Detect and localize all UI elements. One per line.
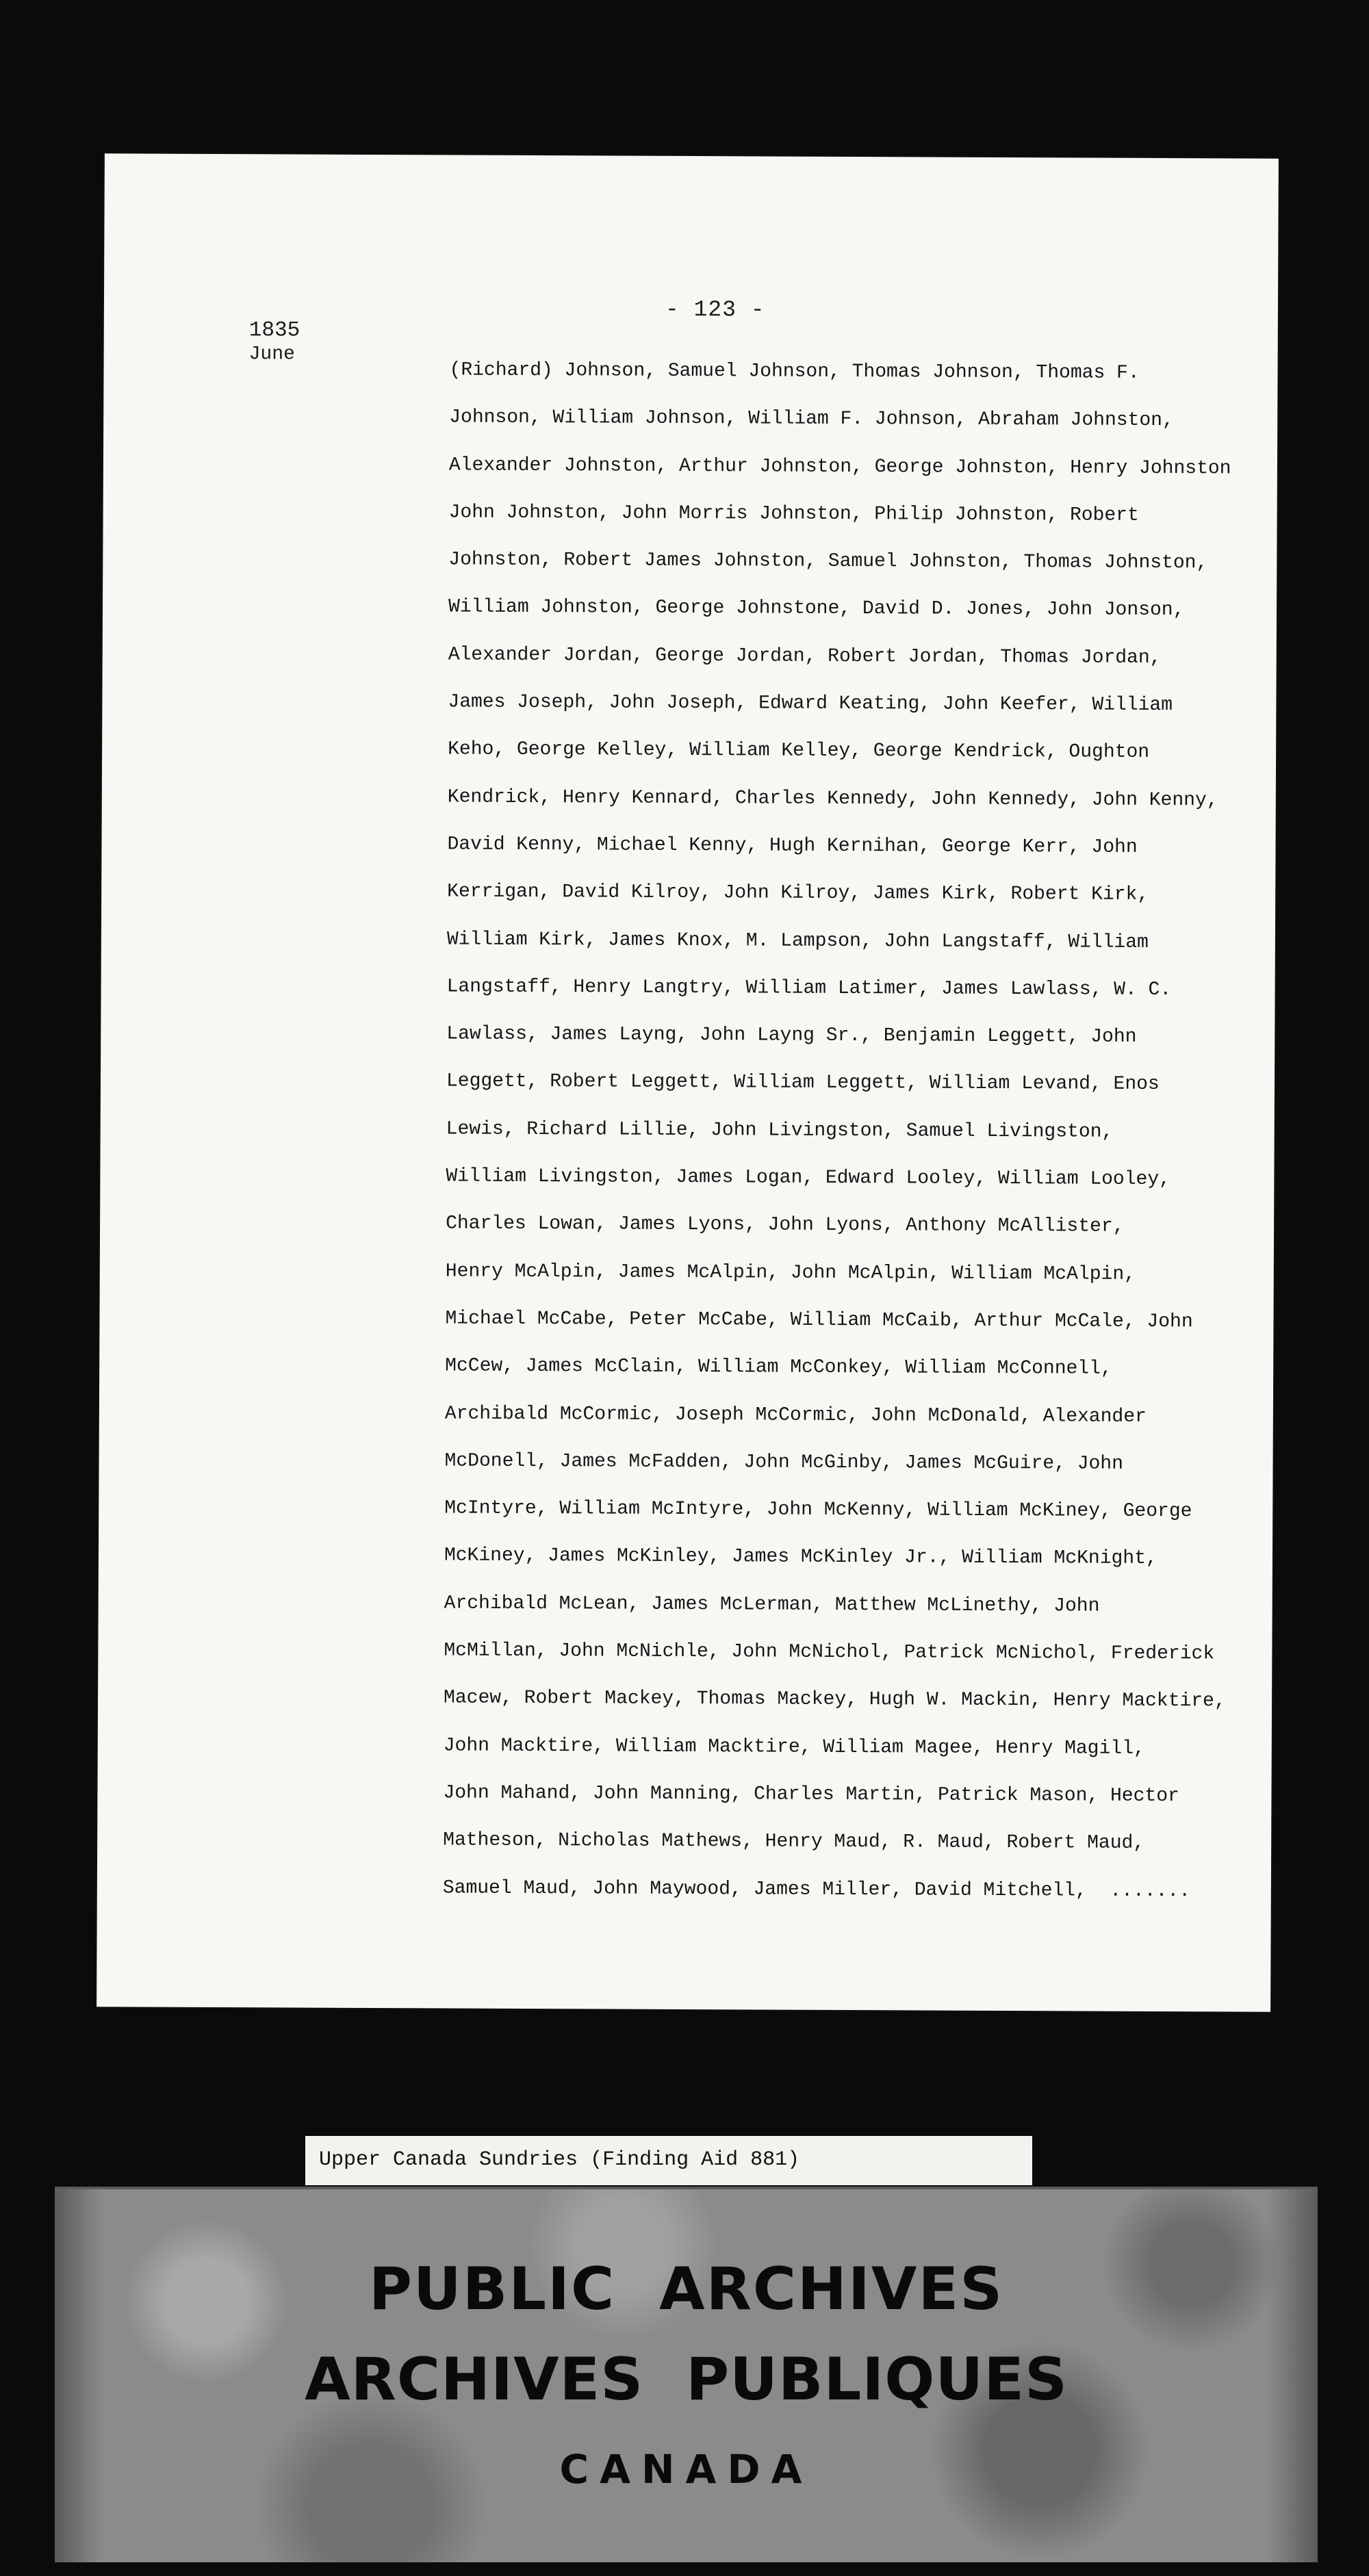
text-line: Kerrigan, David Kilroy, John Kilroy, James Kirk, Robert Kirk, (447, 881, 1149, 906)
text-line: McMillan, John McNichle, John McNichol, Patrick McNichol, Frederick (444, 1640, 1215, 1665)
text-line: McCew, James McClain, William McConkey, William McConnell, (445, 1355, 1112, 1380)
text-line: Michael McCabe, Peter McCabe, William McCaib, Arthur McCale, John (445, 1308, 1193, 1333)
text-line: John Johnston, John Morris Johnston, Philip Johnston, Robert (448, 502, 1139, 526)
name-list (443, 346, 1288, 1915)
text-line: Charles Lowan, James Lyons, John Lyons, Anthony McAllister, (446, 1213, 1125, 1238)
margin-month: June (248, 344, 295, 365)
text-line: Kendrick, Henry Kennard, Charles Kennedy, John Kennedy, John Kenny, (447, 786, 1218, 812)
text-line: Johnston, Robert James Johnston, Samuel Johnston, Thomas Johnston, (448, 549, 1208, 574)
text-line: Lewis, Richard Lillie, John Livingston, Samuel Livingston, (446, 1118, 1114, 1143)
text-line: McDonell, James McFadden, John McGinby, James McGuire, John (444, 1450, 1124, 1475)
text-line: William Kirk, James Knox, M. Lampson, John Langstaff, William (446, 929, 1149, 953)
margin-year: 1835 (248, 318, 300, 343)
text-line: Lawlass, James Layng, John Layng Sr., Benjamin Leggett, John (446, 1023, 1137, 1048)
text-line: Johnson, William Johnson, William F. Johnson, Abraham Johnston, (449, 407, 1174, 432)
text-line: John Macktire, William Macktire, William Magee, Henry Magill, (443, 1735, 1145, 1760)
text-line: Archibald McCormic, Joseph McCormic, John McDonald, Alexander (444, 1402, 1147, 1428)
text-line: David Kenny, Michael Kenny, Hugh Kernihan, George Kerr, John (447, 834, 1138, 858)
stamp-line-country: CANADA (559, 2446, 813, 2493)
text-line: Samuel Maud, John Maywood, James Miller, David Mitchell, ....... (442, 1877, 1191, 1902)
stamp-line-english: PUBLIC ARCHIVES (368, 2255, 1004, 2323)
text-line: Archibald McLean, James McLerman, Matthew McLinethy, John (444, 1593, 1100, 1617)
page-number: - 123 - (665, 296, 765, 323)
text-line: Leggett, Robert Leggett, William Leggett, William Levand, Enos (446, 1070, 1160, 1096)
document-page (97, 153, 1279, 2011)
text-line: Matheson, Nicholas Mathews, Henry Maud, R. Maud, Robert Maud, (443, 1829, 1145, 1855)
text-line: James Joseph, John Joseph, Edward Keating, John Keefer, William (448, 691, 1173, 717)
archives-stamp (55, 2187, 1318, 2562)
text-line: McIntyre, William McIntyre, John McKenny, William McKiney, George (444, 1497, 1192, 1523)
margin-date-note (249, 318, 300, 366)
text-line: Alexander Jordan, George Jordan, Robert Jordan, Thomas Jordan, (448, 644, 1162, 669)
text-line: Henry McAlpin, James McAlpin, John McAlpin, William McAlpin, (445, 1261, 1136, 1285)
text-line: Alexander Johnston, Arthur Johnston, George Johnston, Henry Johnston (448, 454, 1231, 480)
text-line: (Richard) Johnson, Samuel Johnson, Thomas Johnson, Thomas F. (449, 359, 1140, 384)
text-line: William Johnston, George Johnstone, David D. Jones, John Jonson, (448, 596, 1185, 621)
text-line: McKiney, James McKinley, James McKinley Jr., William McKnight, (444, 1545, 1157, 1570)
text-line: Langstaff, Henry Langtry, William Latimer, James Lawlass, W. C. (446, 976, 1172, 1001)
finding-aid-label (305, 2136, 1032, 2185)
text-line: William Livingston, James Logan, Edward Looley, William Looley, (446, 1165, 1171, 1191)
stamp-line-french: ARCHIVES PUBLIQUES (305, 2345, 1068, 2414)
text-line: John Mahand, John Manning, Charles Martin, Patrick Mason, Hector (443, 1782, 1179, 1807)
finding-aid-label-text: Upper Canada Sundries (Finding Aid 881) (319, 2148, 800, 2172)
text-line: Keho, George Kelley, William Kelley, George Kendrick, Oughton (448, 738, 1150, 764)
text-line: Macew, Robert Mackey, Thomas Mackey, Hugh W. Mackin, Henry Macktire, (444, 1687, 1226, 1712)
